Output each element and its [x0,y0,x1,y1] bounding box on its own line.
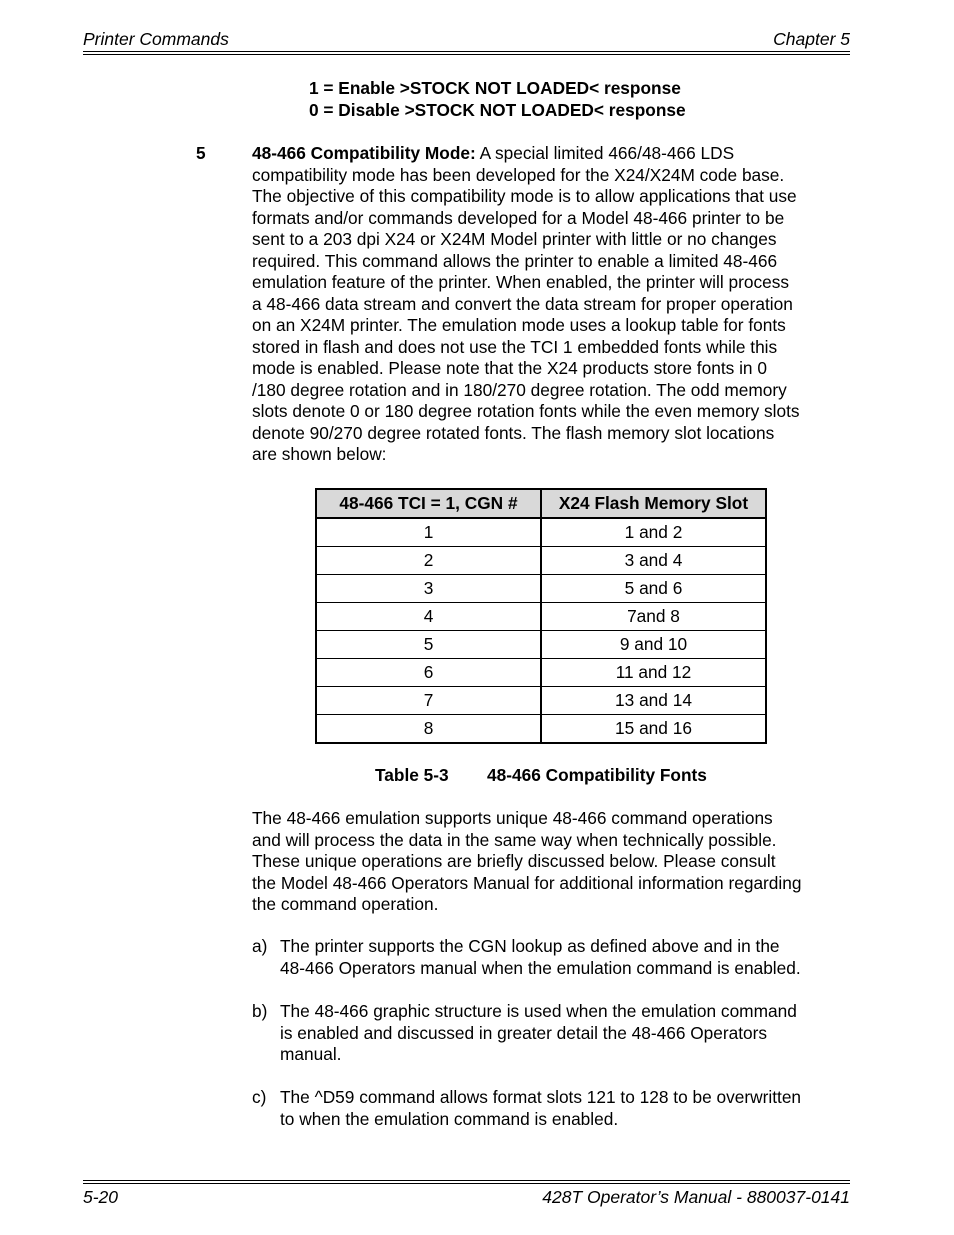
table-row [316,659,766,687]
list-item-label: a) [252,936,268,956]
item5-line: formats and/or commands developed for a Model 48-466 printer to be [252,207,785,228]
table-row [316,575,766,603]
table-cell-slot: 5 and 6 [541,575,766,603]
list-item [252,1087,852,1130]
option-disable: 0 = Disable >STOCK NOT LOADED< response [309,100,686,120]
header-chapter: Chapter 5 [773,29,850,49]
table-caption-label: Table 5-3 [375,765,449,785]
table-header-slot: X24 Flash Memory Slot [541,489,766,518]
table-row [316,518,766,547]
item5-line: stored in flash and does not use the TCI 1 embedded fonts while this [252,336,778,357]
emulation-line: the command operation. [252,894,439,914]
header-rule [83,51,850,55]
item5-line: The objective of this compatibility mode is to allow applications that use [252,186,797,206]
emulation-line: These unique operations are briefly discussed below. Please consult [252,851,776,871]
list-item-line: The ^D59 command allows format slots 121 to 128 to be overwritten [280,1087,802,1107]
emulation-line: and will process the data in the same way when technically possible. [252,829,777,850]
list-item-line: 48-466 Operators manual when the emulation command is enabled. [280,957,801,978]
table-cell-cgn: 2 [316,547,541,575]
table-row [316,687,766,715]
table-row [316,631,766,659]
table-cell-slot: 3 and 4 [541,547,766,575]
item5-line: denote 90/270 degree rotated fonts. The flash memory slot locations [252,422,775,443]
item5-line: slots denote 0 or 180 degree rotation fonts while the even memory slots [252,401,800,421]
footer-manual-title: 428T Operator’s Manual - 880037-0141 [542,1187,850,1207]
list-item-line: The printer supports the CGN lookup as defined above and in the [280,936,780,956]
table-cell-slot: 9 and 10 [541,631,766,659]
table-header-row [316,489,766,518]
item5-line: on an X24M printer. The emulation mode uses a lookup table for fonts [252,315,786,335]
table-caption-title: 48-466 Compatibility Fonts [487,765,707,785]
item-number: 5 [196,143,206,163]
item5-line: A special limited 466/48-466 LDS [479,143,735,163]
item5-line: sent to a 203 dpi X24 or X24M Model printer with little or no changes [252,229,777,249]
emulation-paragraph [252,808,852,916]
emulation-line: The 48-466 emulation supports unique 48-466 command operations [252,808,773,828]
list-item-label: c) [252,1087,267,1107]
item5-line: emulation feature of the printer. When enabled, the printer will process [252,272,789,292]
compatibility-fonts-table [315,488,767,744]
list-item [252,1001,852,1066]
table-cell-slot: 1 and 2 [541,518,766,547]
table-cell-cgn: 1 [316,518,541,547]
table-cell-slot: 13 and 14 [541,687,766,715]
item5-line: are shown below: [252,444,387,464]
list-item-line: is enabled and discussed in greater detail the 48-466 Operators [280,1022,768,1043]
emulation-line: the Model 48-466 Operators Manual for additional information regarding [252,872,802,893]
list-item-line: The 48-466 graphic structure is used when the emulation command [280,1001,797,1021]
table-row [316,547,766,575]
table-cell-cgn: 5 [316,631,541,659]
list-item-label: b) [252,1001,268,1021]
table-cell-cgn: 6 [316,659,541,687]
option-enable: 1 = Enable >STOCK NOT LOADED< response [309,78,681,98]
item5-line: a 48-466 data stream and convert the data stream for proper operation [252,293,793,314]
list-item-line: manual. [280,1044,342,1064]
table-cell-cgn: 3 [316,575,541,603]
list-item [252,936,852,979]
table-cell-cgn: 8 [316,715,541,744]
header-section-title: Printer Commands [83,29,229,49]
table-row [316,603,766,631]
table-header-cgn: 48-466 TCI = 1, CGN # [316,489,541,518]
table-cell-slot: 11 and 12 [541,659,766,687]
table-cell-slot: 15 and 16 [541,715,766,744]
table-cell-cgn: 4 [316,603,541,631]
item5-line: required. This command allows the printer to enable a limited 48-466 [252,250,778,271]
footer-page-number: 5-20 [83,1187,119,1207]
item5-paragraph [252,143,852,466]
item5-line: /180 degree rotation and in 180/270 degree rotation. The odd memory [252,379,787,400]
footer-rule [83,1180,850,1184]
list-item-line: to when the emulation command is enabled. [280,1108,619,1129]
table-cell-slot: 7and 8 [541,603,766,631]
item5-title: 48-466 Compatibility Mode: [252,143,476,163]
table-cell-cgn: 7 [316,687,541,715]
item5-line: mode is enabled. Please note that the X24 products store fonts in 0 [252,358,767,378]
table-row [316,715,766,744]
item5-line: compatibility mode has been developed for the X24/X24M code base. [252,164,785,185]
